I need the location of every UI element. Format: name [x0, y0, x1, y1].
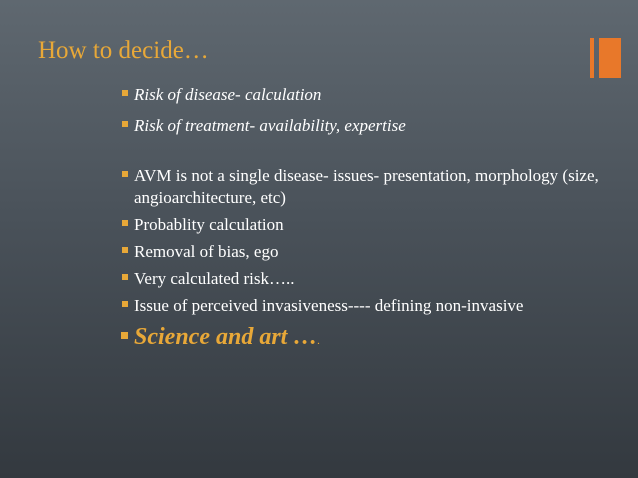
bullet-text: Very calculated risk…..	[134, 269, 295, 288]
highlight-tail: .	[317, 335, 321, 347]
bullet-item	[110, 268, 610, 290]
bullet-square-icon	[122, 274, 128, 280]
bullet-text: Risk of disease- calculation	[134, 85, 322, 104]
highlight-text: Science and art …	[134, 324, 318, 350]
bullet-square-icon	[122, 90, 128, 96]
bullet-item	[110, 295, 610, 317]
bullet-square-icon	[121, 332, 128, 339]
spacer	[110, 146, 610, 165]
bullet-item	[110, 214, 610, 236]
highlight-bullet	[110, 322, 610, 356]
bullet-list	[110, 84, 610, 356]
decorative-bar-thick	[599, 38, 621, 78]
bullet-text: AVM is not a single disease- issues- presentation, morphology (size, angioarchitecture, etc)	[134, 166, 599, 207]
bullet-text: Probablity calculation	[134, 215, 284, 234]
bullet-item	[110, 241, 610, 263]
bullet-text: Risk of treatment- availability, expertise	[134, 116, 406, 135]
bullet-square-icon	[122, 301, 128, 307]
bullet-square-icon	[122, 220, 128, 226]
bullet-text: Issue of perceived invasiveness---- defining non-invasive	[134, 296, 524, 315]
bullet-text: Removal of bias, ego	[134, 242, 279, 261]
bullet-item	[110, 165, 610, 209]
bullet-square-icon	[122, 247, 128, 253]
decorative-bar-thin	[590, 38, 594, 78]
bullet-item	[110, 84, 610, 106]
bullet-square-icon	[122, 171, 128, 177]
bullet-item	[110, 115, 610, 137]
slide-title: How to decide…	[38, 37, 209, 64]
bullet-square-icon	[122, 121, 128, 127]
